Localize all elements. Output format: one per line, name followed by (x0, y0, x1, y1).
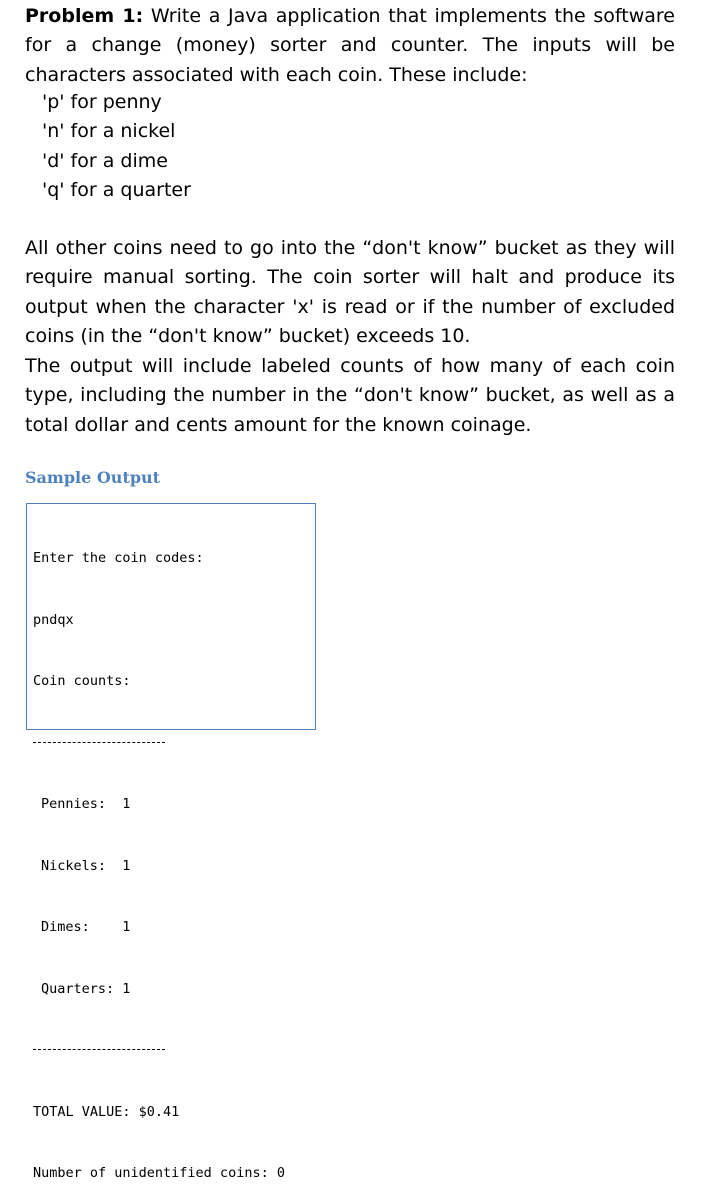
console-counts-header: Coin counts: (33, 673, 131, 689)
coin-code-item: 'n' for a nickel (42, 120, 176, 143)
coin-code-item: 'q' for a quarter (42, 179, 191, 202)
exclusion-paragraph: All other coins need to go into the “don't know” bucket as they will require manual sorting. The coin sorter will halt and produce its output when the character 'x' is read or if the number of excluded coins (in the “don't know” bucket) exceeds 10. (25, 237, 675, 348)
console-input-line: pndqx (33, 611, 74, 628)
console-count-row: Quarters: 1 (41, 980, 131, 997)
coin-code-item: 'p' for penny (42, 91, 162, 113)
coin-code-item: 'd' for a dime (42, 149, 168, 172)
console-divider (33, 733, 315, 754)
coin-code-list (42, 88, 191, 206)
problem-statement (25, 2, 675, 90)
console-prompt-line: Enter the coin codes: (33, 550, 204, 566)
console-count-row: Dimes: 1 (41, 919, 131, 935)
sample-output-console (26, 503, 316, 1181)
console-count-row: Nickels: 1 (41, 857, 131, 874)
console-unidentified-line: Number of unidentified coins: 0 (33, 1165, 285, 1181)
console-count-row: Pennies: 1 (41, 796, 131, 812)
console-total-line: TOTAL VALUE: $0.41 (33, 1103, 180, 1120)
output-paragraph: The output will include labeled counts of how many of each coin type, including the number in the “don't know” bucket, as well as a total dollar and cents amount for the known coinage. (25, 355, 675, 436)
problem-intro: Write a Java application that implements the software for a change (money) sorter and counter. The inputs will be characters associated with each coin. These include: (25, 5, 675, 86)
console-divider (33, 1040, 315, 1061)
problem-heading: Problem 1: (25, 5, 144, 27)
sample-output-heading: Sample Output (25, 468, 161, 487)
